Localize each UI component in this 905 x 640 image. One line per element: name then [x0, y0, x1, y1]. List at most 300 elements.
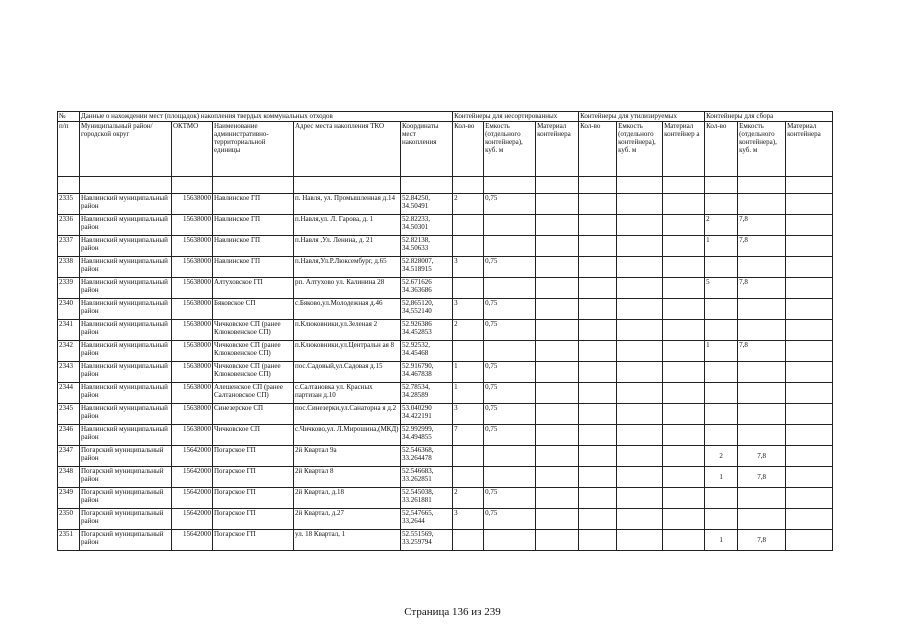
- collection-capacity-cell: 7,8: [738, 530, 786, 551]
- recycled-count-cell: [579, 320, 617, 341]
- waste-sites-table: [57, 111, 833, 551]
- collection-count-cell: [705, 509, 738, 530]
- unsorted-count-cell: 3: [453, 509, 484, 530]
- header-row-columns: [58, 122, 833, 177]
- row-number: 2351: [58, 530, 80, 551]
- header-pp: п/п: [58, 122, 80, 177]
- admin-unit-cell: Навлинское ГП: [213, 194, 294, 215]
- address-cell: с.Бяково,ул.Молодежная д.46: [294, 299, 401, 320]
- address-cell: п. Навля, ул. Промышленная д.14: [294, 194, 401, 215]
- row-number: 2345: [58, 404, 80, 425]
- collection-capacity-cell: 7,8: [738, 467, 786, 488]
- unsorted-capacity-cell: 0,75: [484, 425, 536, 446]
- collection-material-cell: [786, 488, 833, 509]
- unsorted-capacity-cell: [484, 446, 536, 467]
- recycled-material-cell: [663, 194, 705, 215]
- header-no: №: [58, 112, 80, 122]
- recycled-count-cell: [579, 446, 617, 467]
- address-cell: п.Клюковники,ул.Центральн ая 8: [294, 341, 401, 362]
- recycled-capacity-cell: [617, 467, 663, 488]
- recycled-capacity-cell: [617, 236, 663, 257]
- row-number: 2337: [58, 236, 80, 257]
- table-row: [58, 404, 833, 425]
- row-number: 2342: [58, 341, 80, 362]
- collection-material-cell: [786, 383, 833, 404]
- admin-unit-cell: Алтуховское ГП: [213, 278, 294, 299]
- address-cell: п.Навля,Ул.Р.Люксембург, д.65: [294, 257, 401, 278]
- row-number: 2350: [58, 509, 80, 530]
- table-row: [58, 383, 833, 404]
- unsorted-capacity-cell: 0,75: [484, 404, 536, 425]
- oktmo-cell: 15642000: [172, 530, 213, 551]
- coordinates-cell: 52.992999, 34.494855: [401, 425, 453, 446]
- collection-capacity-cell: 7,8: [738, 341, 786, 362]
- header-unsorted-material: Материал контейнера: [536, 122, 579, 177]
- coordinates-cell: 52.671626 34.363686: [401, 278, 453, 299]
- recycled-capacity-cell: [617, 446, 663, 467]
- recycled-capacity-cell: [617, 362, 663, 383]
- spacer-cell: [213, 177, 294, 194]
- unsorted-count-cell: 7: [453, 425, 484, 446]
- registry-table-sheet: [57, 111, 832, 551]
- unsorted-material-cell: [536, 320, 579, 341]
- recycled-capacity-cell: [617, 299, 663, 320]
- collection-material-cell: [786, 341, 833, 362]
- admin-unit-cell: Навлинское ГП: [213, 215, 294, 236]
- admin-unit-cell: Бяковское СП: [213, 299, 294, 320]
- district-cell: Погарский муниципальный район: [80, 467, 172, 488]
- admin-unit-cell: Навлинское ГП: [213, 236, 294, 257]
- unsorted-capacity-cell: [484, 278, 536, 299]
- coordinates-cell: 53.040290 34.422191: [401, 404, 453, 425]
- coordinates-cell: 52.84250, 34.50491: [401, 194, 453, 215]
- collection-material-cell: [786, 404, 833, 425]
- collection-material-cell: [786, 446, 833, 467]
- unsorted-capacity-cell: 0,75: [484, 257, 536, 278]
- table-row: [58, 530, 833, 551]
- table-body: [58, 194, 833, 551]
- address-cell: пос.Синезерки,ул.Санаторна я д.2: [294, 404, 401, 425]
- admin-unit-cell: Погарское ГП: [213, 488, 294, 509]
- unsorted-capacity-cell: 0,75: [484, 509, 536, 530]
- spacer-cell: [536, 177, 579, 194]
- unsorted-capacity-cell: 0,75: [484, 320, 536, 341]
- collection-material-cell: [786, 257, 833, 278]
- recycled-capacity-cell: [617, 194, 663, 215]
- oktmo-cell: 15638000: [172, 341, 213, 362]
- oktmo-cell: 15638000: [172, 425, 213, 446]
- recycled-capacity-cell: [617, 425, 663, 446]
- spacer-cell: [80, 177, 172, 194]
- recycled-material-cell: [663, 257, 705, 278]
- address-cell: рп. Алтухово ул. Калинина 28: [294, 278, 401, 299]
- collection-capacity-cell: 7,8: [738, 236, 786, 257]
- unsorted-material-cell: [536, 194, 579, 215]
- table-row: [58, 299, 833, 320]
- collection-material-cell: [786, 530, 833, 551]
- header-recycled-group: Контейнеры для утилизируемых: [579, 112, 705, 122]
- unsorted-count-cell: [453, 341, 484, 362]
- coordinates-cell: 52.82138, 34.50633: [401, 236, 453, 257]
- unsorted-count-cell: 3: [453, 257, 484, 278]
- unsorted-material-cell: [536, 299, 579, 320]
- coordinates-cell: 52.92532, 34.45468: [401, 341, 453, 362]
- district-cell: Погарский муниципальный район: [80, 530, 172, 551]
- recycled-count-cell: [579, 530, 617, 551]
- admin-unit-cell: Навлинское ГП: [213, 257, 294, 278]
- header-admin-unit: Наименование административно-территориальной единицы: [213, 122, 294, 177]
- district-cell: Навлинский муниципальный район: [80, 236, 172, 257]
- recycled-capacity-cell: [617, 341, 663, 362]
- table-row: [58, 236, 833, 257]
- oktmo-cell: 15642000: [172, 509, 213, 530]
- recycled-material-cell: [663, 530, 705, 551]
- oktmo-cell: 15642000: [172, 446, 213, 467]
- address-cell: 2й Квартал, д.27: [294, 509, 401, 530]
- row-number: 2340: [58, 299, 80, 320]
- recycled-material-cell: [663, 215, 705, 236]
- unsorted-material-cell: [536, 257, 579, 278]
- coordinates-cell: 52.916790, 34.467838: [401, 362, 453, 383]
- unsorted-count-cell: [453, 446, 484, 467]
- header-coordinates: Координаты мест накопления: [401, 122, 453, 177]
- admin-unit-cell: Погарское ГП: [213, 446, 294, 467]
- recycled-count-cell: [579, 215, 617, 236]
- header-unsorted-group: Контейнеры для несортированных: [453, 112, 579, 122]
- row-number: 2335: [58, 194, 80, 215]
- table-row: [58, 341, 833, 362]
- spacer-cell: [401, 177, 453, 194]
- oktmo-cell: 15638000: [172, 362, 213, 383]
- collection-capacity-cell: [738, 299, 786, 320]
- unsorted-capacity-cell: [484, 341, 536, 362]
- oktmo-cell: 15638000: [172, 257, 213, 278]
- unsorted-material-cell: [536, 404, 579, 425]
- district-cell: Погарский муниципальный район: [80, 509, 172, 530]
- table-row: [58, 362, 833, 383]
- spacer-cell: [579, 177, 617, 194]
- recycled-count-cell: [579, 236, 617, 257]
- coordinates-cell: 52.78534, 34.28589: [401, 383, 453, 404]
- spacer-cell: [738, 177, 786, 194]
- collection-material-cell: [786, 509, 833, 530]
- recycled-material-cell: [663, 236, 705, 257]
- collection-count-cell: [705, 488, 738, 509]
- spacer-cell: [294, 177, 401, 194]
- collection-material-cell: [786, 362, 833, 383]
- recycled-count-cell: [579, 362, 617, 383]
- collection-material-cell: [786, 215, 833, 236]
- header-district: Муниципальный район/городской округ: [80, 122, 172, 177]
- spacer-cell: [786, 177, 833, 194]
- recycled-capacity-cell: [617, 278, 663, 299]
- collection-capacity-cell: [738, 488, 786, 509]
- admin-unit-cell: Погарское ГП: [213, 530, 294, 551]
- recycled-capacity-cell: [617, 488, 663, 509]
- recycled-material-cell: [663, 341, 705, 362]
- address-cell: с.Салтановка ул. Красных партизан д.10: [294, 383, 401, 404]
- table-row: [58, 446, 833, 467]
- collection-capacity-cell: [738, 425, 786, 446]
- recycled-count-cell: [579, 341, 617, 362]
- address-cell: п.Навля ,Ул. Ленина, д. 21: [294, 236, 401, 257]
- recycled-material-cell: [663, 362, 705, 383]
- collection-count-cell: 1: [705, 467, 738, 488]
- admin-unit-cell: Чичковское СП (ранее Клюковенское СП): [213, 320, 294, 341]
- recycled-count-cell: [579, 425, 617, 446]
- unsorted-count-cell: 2: [453, 488, 484, 509]
- address-cell: ул. 18 Квартал, 1: [294, 530, 401, 551]
- district-cell: Навлинский муниципальный район: [80, 425, 172, 446]
- oktmo-cell: 15638000: [172, 215, 213, 236]
- unsorted-count-cell: [453, 236, 484, 257]
- collection-count-cell: [705, 383, 738, 404]
- recycled-count-cell: [579, 467, 617, 488]
- row-number: 2349: [58, 488, 80, 509]
- header-unsorted-count: Кол-во: [453, 122, 484, 177]
- collection-material-cell: [786, 194, 833, 215]
- recycled-count-cell: [579, 257, 617, 278]
- district-cell: Навлинский муниципальный район: [80, 194, 172, 215]
- recycled-material-cell: [663, 278, 705, 299]
- unsorted-material-cell: [536, 383, 579, 404]
- row-number: 2339: [58, 278, 80, 299]
- coordinates-cell: 52.546368, 33.264478: [401, 446, 453, 467]
- oktmo-cell: 15638000: [172, 383, 213, 404]
- recycled-count-cell: [579, 194, 617, 215]
- recycled-capacity-cell: [617, 509, 663, 530]
- coordinates-cell: 52.926386 34.452853: [401, 320, 453, 341]
- district-cell: Погарский муниципальный район: [80, 446, 172, 467]
- unsorted-capacity-cell: 0,75: [484, 362, 536, 383]
- unsorted-count-cell: [453, 278, 484, 299]
- header-row-groups: [58, 112, 833, 122]
- unsorted-material-cell: [536, 530, 579, 551]
- collection-count-cell: 2: [705, 446, 738, 467]
- collection-count-cell: 1: [705, 341, 738, 362]
- table-row: [58, 257, 833, 278]
- admin-unit-cell: Чичковское СП (ранее Клюковенское СП): [213, 362, 294, 383]
- collection-count-cell: [705, 194, 738, 215]
- recycled-capacity-cell: [617, 404, 663, 425]
- recycled-count-cell: [579, 488, 617, 509]
- table-row: [58, 320, 833, 341]
- row-number: 2346: [58, 425, 80, 446]
- unsorted-count-cell: [453, 467, 484, 488]
- unsorted-count-cell: 3: [453, 299, 484, 320]
- collection-count-cell: [705, 362, 738, 383]
- header-collection-material: Материал контейнера: [786, 122, 833, 177]
- district-cell: Навлинский муниципальный район: [80, 404, 172, 425]
- recycled-count-cell: [579, 299, 617, 320]
- oktmo-cell: 15642000: [172, 467, 213, 488]
- collection-count-cell: 2: [705, 215, 738, 236]
- address-cell: п.Навля,ул. Л. Гарова, д. 1: [294, 215, 401, 236]
- table-row: [58, 215, 833, 236]
- coordinates-cell: 52.828007, 34.518915: [401, 257, 453, 278]
- oktmo-cell: 15638000: [172, 299, 213, 320]
- admin-unit-cell: Синезерское СП: [213, 404, 294, 425]
- collection-count-cell: 1: [705, 530, 738, 551]
- recycled-material-cell: [663, 467, 705, 488]
- unsorted-capacity-cell: [484, 467, 536, 488]
- district-cell: Навлинский муниципальный район: [80, 278, 172, 299]
- collection-material-cell: [786, 236, 833, 257]
- header-oktmo: ОКТМО: [172, 122, 213, 177]
- header-recycled-capacity: Емкость (отдельного контейнера), куб. м: [617, 122, 663, 177]
- admin-unit-cell: Погарское ГП: [213, 509, 294, 530]
- recycled-material-cell: [663, 320, 705, 341]
- table-row: [58, 509, 833, 530]
- unsorted-material-cell: [536, 278, 579, 299]
- collection-count-cell: [705, 320, 738, 341]
- address-cell: с.Чичково,ул. Л.Мирошина,(МКД): [294, 425, 401, 446]
- admin-unit-cell: Чичковское СП (ранее Клюковенское СП): [213, 341, 294, 362]
- spacer-cell: [453, 177, 484, 194]
- row-number: 2344: [58, 383, 80, 404]
- oktmo-cell: 15638000: [172, 236, 213, 257]
- collection-capacity-cell: [738, 320, 786, 341]
- table-row: [58, 425, 833, 446]
- unsorted-material-cell: [536, 425, 579, 446]
- district-cell: Навлинский муниципальный район: [80, 257, 172, 278]
- district-cell: Навлинский муниципальный район: [80, 341, 172, 362]
- row-number: 2347: [58, 446, 80, 467]
- row-number: 2343: [58, 362, 80, 383]
- recycled-material-cell: [663, 425, 705, 446]
- header-collection-capacity: Емкость (отдельного контейнера), куб. м: [738, 122, 786, 177]
- unsorted-capacity-cell: [484, 215, 536, 236]
- district-cell: Навлинский муниципальный район: [80, 299, 172, 320]
- recycled-material-cell: [663, 404, 705, 425]
- admin-unit-cell: Алешенское СП (ранее Салтановское СП): [213, 383, 294, 404]
- spacer-cell: [617, 177, 663, 194]
- collection-count-cell: [705, 404, 738, 425]
- unsorted-capacity-cell: 0,75: [484, 488, 536, 509]
- collection-material-cell: [786, 320, 833, 341]
- coordinates-cell: 52.546683, 33.262851: [401, 467, 453, 488]
- admin-unit-cell: Погарское ГП: [213, 467, 294, 488]
- coordinates-cell: 52,865120, 34,552140: [401, 299, 453, 320]
- table-row: [58, 194, 833, 215]
- coordinates-cell: 52.82233, 34.50301: [401, 215, 453, 236]
- unsorted-count-cell: 3: [453, 404, 484, 425]
- header-unsorted-capacity: Емкость (отдельного контейнера), куб. м: [484, 122, 536, 177]
- header-address: Адрес места накопления ТКО: [294, 122, 401, 177]
- row-number: 2341: [58, 320, 80, 341]
- collection-capacity-cell: [738, 194, 786, 215]
- unsorted-count-cell: 2: [453, 194, 484, 215]
- spacer-cell: [705, 177, 738, 194]
- collection-material-cell: [786, 425, 833, 446]
- unsorted-capacity-cell: [484, 530, 536, 551]
- collection-count-cell: [705, 425, 738, 446]
- oktmo-cell: 15642000: [172, 488, 213, 509]
- unsorted-material-cell: [536, 362, 579, 383]
- table-row: [58, 278, 833, 299]
- recycled-material-cell: [663, 446, 705, 467]
- collection-capacity-cell: [738, 404, 786, 425]
- unsorted-material-cell: [536, 509, 579, 530]
- coordinates-cell: 52.545038, 33.261881: [401, 488, 453, 509]
- unsorted-material-cell: [536, 446, 579, 467]
- unsorted-material-cell: [536, 236, 579, 257]
- collection-capacity-cell: [738, 362, 786, 383]
- admin-unit-cell: Чичковское СП: [213, 425, 294, 446]
- unsorted-count-cell: 1: [453, 383, 484, 404]
- row-number: 2348: [58, 467, 80, 488]
- spacer-cell: [484, 177, 536, 194]
- recycled-material-cell: [663, 488, 705, 509]
- recycled-capacity-cell: [617, 257, 663, 278]
- recycled-material-cell: [663, 509, 705, 530]
- address-cell: 2й Квартал, д.18: [294, 488, 401, 509]
- unsorted-material-cell: [536, 341, 579, 362]
- recycled-material-cell: [663, 383, 705, 404]
- unsorted-material-cell: [536, 488, 579, 509]
- recycled-capacity-cell: [617, 215, 663, 236]
- unsorted-capacity-cell: [484, 236, 536, 257]
- collection-material-cell: [786, 299, 833, 320]
- collection-material-cell: [786, 467, 833, 488]
- recycled-count-cell: [579, 278, 617, 299]
- address-cell: пос.Садовый,ул.Садовая д.15: [294, 362, 401, 383]
- unsorted-count-cell: [453, 215, 484, 236]
- recycled-capacity-cell: [617, 383, 663, 404]
- header-collection-group: Контейнеры для сбора: [705, 112, 833, 122]
- district-cell: Навлинский муниципальный район: [80, 215, 172, 236]
- header-collection-count: Кол-во: [705, 122, 738, 177]
- collection-count-cell: [705, 299, 738, 320]
- collection-capacity-cell: 7,8: [738, 278, 786, 299]
- header-recycled-count: Кол-во: [579, 122, 617, 177]
- unsorted-capacity-cell: 0,75: [484, 299, 536, 320]
- address-cell: 2й Квартал 8: [294, 467, 401, 488]
- row-number: 2338: [58, 257, 80, 278]
- district-cell: Навлинский муниципальный район: [80, 362, 172, 383]
- header-location-group: Данные о нахождении мест (площадок) накопления твердых коммунальных отходов: [80, 112, 453, 122]
- coordinates-cell: 52,547665, 33,2644: [401, 509, 453, 530]
- spacer-cell: [58, 177, 80, 194]
- header-spacer-row: [58, 177, 833, 194]
- recycled-count-cell: [579, 383, 617, 404]
- oktmo-cell: 15638000: [172, 320, 213, 341]
- unsorted-capacity-cell: 0,75: [484, 383, 536, 404]
- oktmo-cell: 15638000: [172, 278, 213, 299]
- oktmo-cell: 15638000: [172, 404, 213, 425]
- collection-count-cell: 5: [705, 278, 738, 299]
- coordinates-cell: 52.551569, 33.259794: [401, 530, 453, 551]
- unsorted-capacity-cell: 0,75: [484, 194, 536, 215]
- address-cell: 2й Квартал 9а: [294, 446, 401, 467]
- collection-capacity-cell: [738, 383, 786, 404]
- recycled-count-cell: [579, 404, 617, 425]
- header-recycled-material: Материал контейнер а: [663, 122, 705, 177]
- collection-material-cell: [786, 278, 833, 299]
- table-row: [58, 467, 833, 488]
- district-cell: Навлинский муниципальный район: [80, 383, 172, 404]
- unsorted-material-cell: [536, 215, 579, 236]
- recycled-capacity-cell: [617, 320, 663, 341]
- recycled-material-cell: [663, 299, 705, 320]
- address-cell: п.Клюковники,ул.Зеленая 2: [294, 320, 401, 341]
- collection-capacity-cell: 7,8: [738, 446, 786, 467]
- recycled-capacity-cell: [617, 530, 663, 551]
- collection-capacity-cell: [738, 509, 786, 530]
- oktmo-cell: 15638000: [172, 194, 213, 215]
- page-footer: Страница 136 из 239: [404, 606, 501, 618]
- collection-capacity-cell: 7,8: [738, 215, 786, 236]
